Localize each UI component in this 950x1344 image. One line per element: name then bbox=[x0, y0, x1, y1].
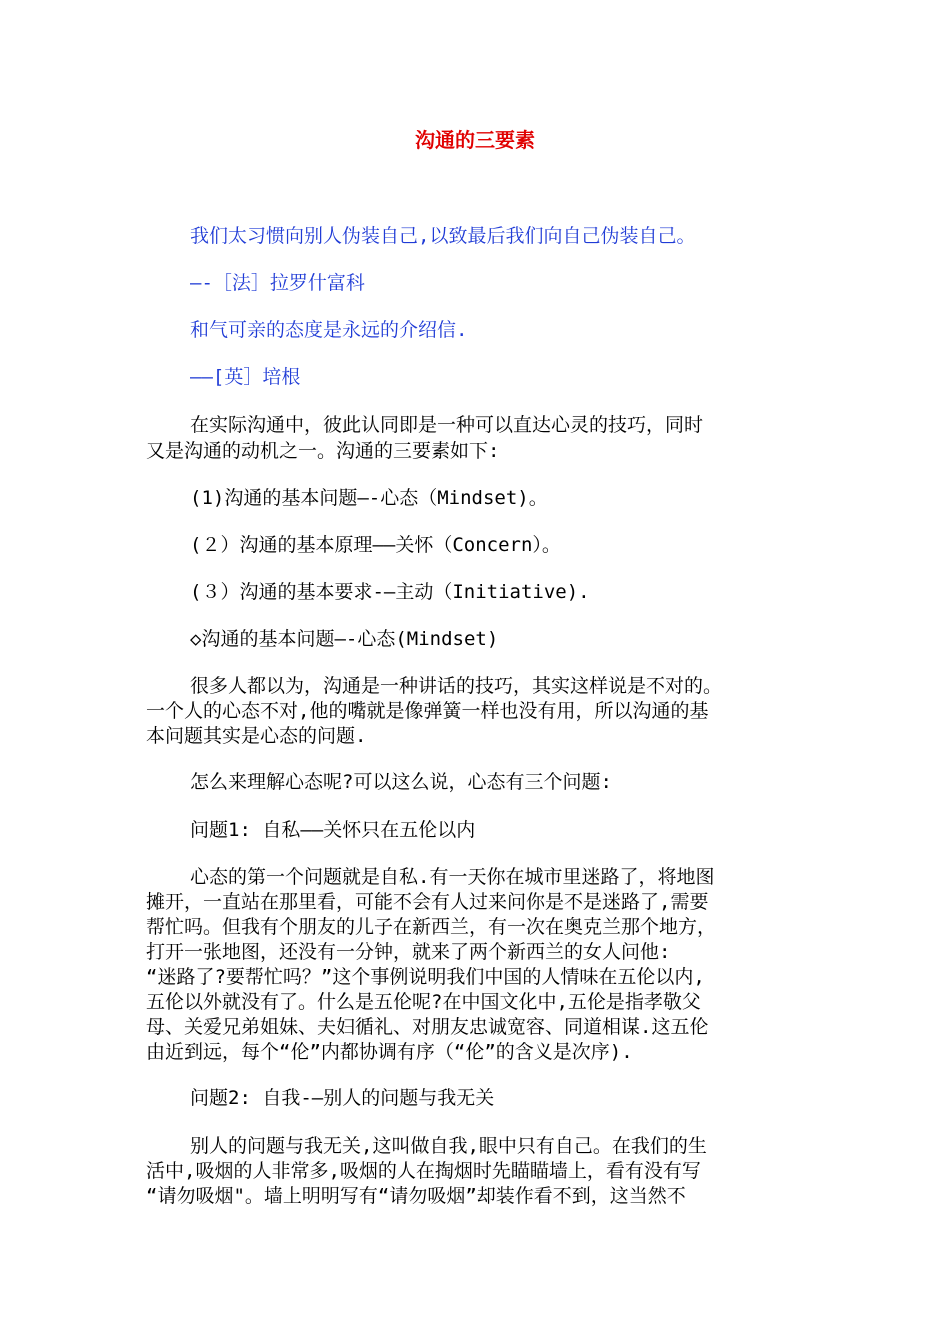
element-item-3: (３）沟通的基本要求-—主动（Initiative). bbox=[190, 581, 590, 603]
paragraph-line: 一个人的心态不对,他的嘴就是像弹簧一样也没有用，所以沟通的基 bbox=[146, 700, 709, 722]
quote-author-2: ——[英］培根 bbox=[190, 366, 301, 388]
section-heading: ◇沟通的基本问题—-心态(Mindset) bbox=[190, 628, 499, 650]
paragraph-line: “请勿吸烟"。墙上明明写有“请勿吸烟”却装作看不到，这当然不 bbox=[146, 1185, 686, 1207]
element-item-1: (1)沟通的基本问题—-心态（Mindset)。 bbox=[190, 487, 548, 509]
intro-line: 又是沟通的动机之一。沟通的三要素如下: bbox=[146, 440, 500, 462]
paragraph-line: 由近到远，每个“伦”内都协调有序（“伦”的含义是次序). bbox=[146, 1041, 633, 1063]
paragraph-line: 五伦以外就没有了。什么是五伦呢?在中国文化中,五伦是指孝敬父 bbox=[146, 991, 701, 1013]
paragraph-line: 母、关爱兄弟姐妹、夫妇循礼、对朋友忠诚宽容、同道相谋.这五伦 bbox=[146, 1016, 709, 1038]
intro-line: 在实际沟通中，彼此认同即是一种可以直达心灵的技巧，同时 bbox=[190, 414, 704, 436]
paragraph-line: 别人的问题与我无关,这叫做自我,眼中只有自己。在我们的生 bbox=[190, 1135, 707, 1157]
paragraph-line: 帮忙吗。但我有个朋友的儿子在新西兰，有一次在奥克兰那个地方， bbox=[146, 916, 717, 938]
paragraph-line: 心态的第一个问题就是自私.有一天你在城市里迷路了，将地图 bbox=[190, 866, 715, 888]
paragraph-line: 本问题其实是心态的问题. bbox=[146, 725, 367, 747]
paragraph-line: 怎么来理解心态呢?可以这么说，心态有三个问题: bbox=[190, 771, 612, 793]
paragraph-line: “迷路了?要帮忙吗？”这个事例说明我们中国的人情味在五伦以内, bbox=[146, 966, 705, 988]
problem1-heading: 问题1: 自私——关怀只在五伦以内 bbox=[190, 819, 476, 841]
paragraph-line: 打开一张地图，还没有一分钟，就来了两个新西兰的女人问他: bbox=[146, 941, 671, 963]
paragraph-line: 活中,吸烟的人非常多,吸烟的人在掏烟时先瞄瞄墙上，看有没有写 bbox=[146, 1160, 701, 1182]
paragraph-line: 摊开，一直站在那里看，可能不会有人过来问你是不是迷路了,需要 bbox=[146, 891, 709, 913]
quote-text-1: 我们太习惯向别人伪装自己,以致最后我们向自己伪装自己。 bbox=[190, 225, 696, 247]
problem2-heading: 问题2: 自我-—别人的问题与我无关 bbox=[190, 1087, 495, 1109]
paragraph-line: 很多人都以为，沟通是一种讲话的技巧，其实这样说是不对的。 bbox=[190, 675, 723, 697]
element-item-2: (２）沟通的基本原理——关怀（Concern）。 bbox=[190, 534, 561, 556]
document-title: 沟通的三要素 bbox=[415, 128, 535, 152]
quote-author-1: —-［法］拉罗什富科 bbox=[190, 272, 365, 294]
quote-text-2: 和气可亲的态度是永远的介绍信. bbox=[190, 319, 468, 341]
